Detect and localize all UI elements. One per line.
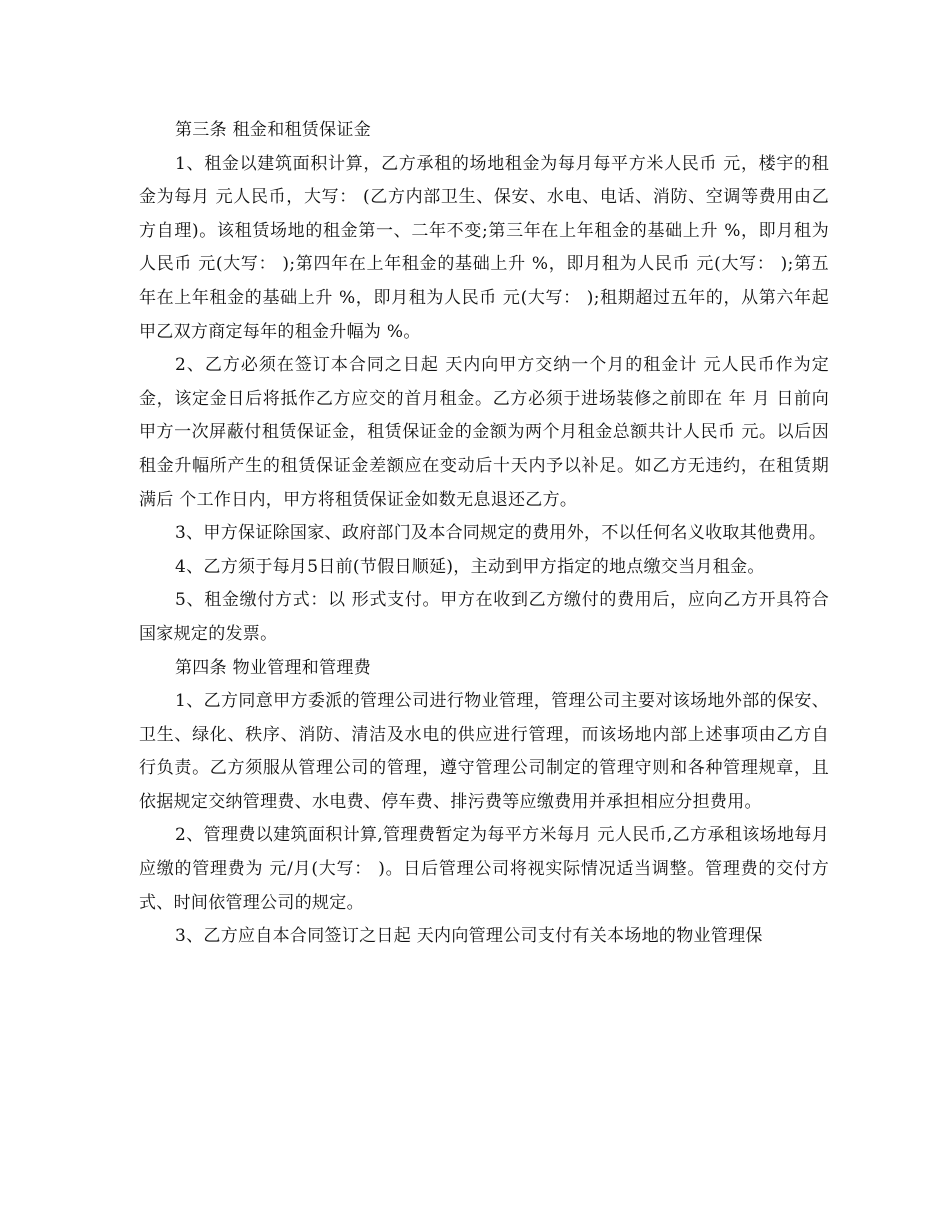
paragraph-management-fee: 2、管理费以建筑面积计算,管理费暂定为每平方米每月 元人民币,乙方承租该场地每月应缴的管理费为 元/月(大写： )。日后管理公司将视实际情况适当调整。管理费的交付方式、时间依管理公司的规定。 xyxy=(139,825,829,913)
paragraph-rent-calculation: 1、租金以建筑面积计算，乙方承租的场地租金为每月每平方米人民币 元，楼宇的租金为每月 元人民币，大写： (乙方内部卫生、保安、水电、电话、消防、空调等费用由乙方自理)。该租赁场地的租金第一、二年不变;第三年在上年租金的基础上升 %，即月租为人民币 元(大写： );第四年在上年租金的基础上升 %，即月租为人民币 元(大写： );第五年在上年租金的基础上升 %，即月租为人民币 元(大写： );租期超过五年的，从第六年起甲乙双方商定每年的租金升幅为 %。 xyxy=(139,153,829,342)
paragraph-payment-date: 4、乙方须于每月5日前(节假日顺延)，主动到甲方指定的地点缴交当月租金。 xyxy=(175,556,765,577)
section-heading-rent: 第三条 租金和租赁保证金 xyxy=(175,120,372,140)
paragraph-deposit: 2、乙方必须在签订本合同之日起 天内向甲方交纳一个月的租金计 元人民币作为定金，该定金日后将抵作乙方应交的首月租金。乙方必须于进场装修之前即在 年 月 日前向甲方一次屏蔽付租赁保证金，租赁保证金的金额为两个月租金总额共计人民币 元。以后因租金升幅所产生的租赁保证金差额应在变动后十天内予以补足。如乙方无违约，在租赁期满后 个工作日内，甲方将租赁保证金如数无息退还乙方。 xyxy=(139,355,829,510)
section-heading-property-management: 第四条 物业管理和管理费 xyxy=(175,657,372,678)
document-body xyxy=(139,114,829,954)
paragraph-management-deposit: 3、乙方应自本合同签订之日起 天内向管理公司支付有关本场地的物业管理保 xyxy=(175,926,763,947)
paragraph-payment-method: 5、租金缴付方式：以 形式支付。甲方在收到乙方缴付的费用后，应向乙方开具符合国家规定的发票。 xyxy=(139,590,829,644)
paragraph-no-other-fees: 3、甲方保证除国家、政府部门及本合同规定的费用外，不以任何名义收取其他费用。 xyxy=(175,523,827,544)
paragraph-management-company: 1、乙方同意甲方委派的管理公司进行物业管理，管理公司主要对该场地外部的保安、卫生、绿化、秩序、消防、清洁及水电的供应进行管理，而该场地内部上述事项由乙方自行负责。乙方须服从管理公司的管理，遵守管理公司制定的管理守则和各种管理规章，且依据规定交纳管理费、水电费、停车费、排污费等应缴费用并承担相应分担费用。 xyxy=(139,691,829,812)
